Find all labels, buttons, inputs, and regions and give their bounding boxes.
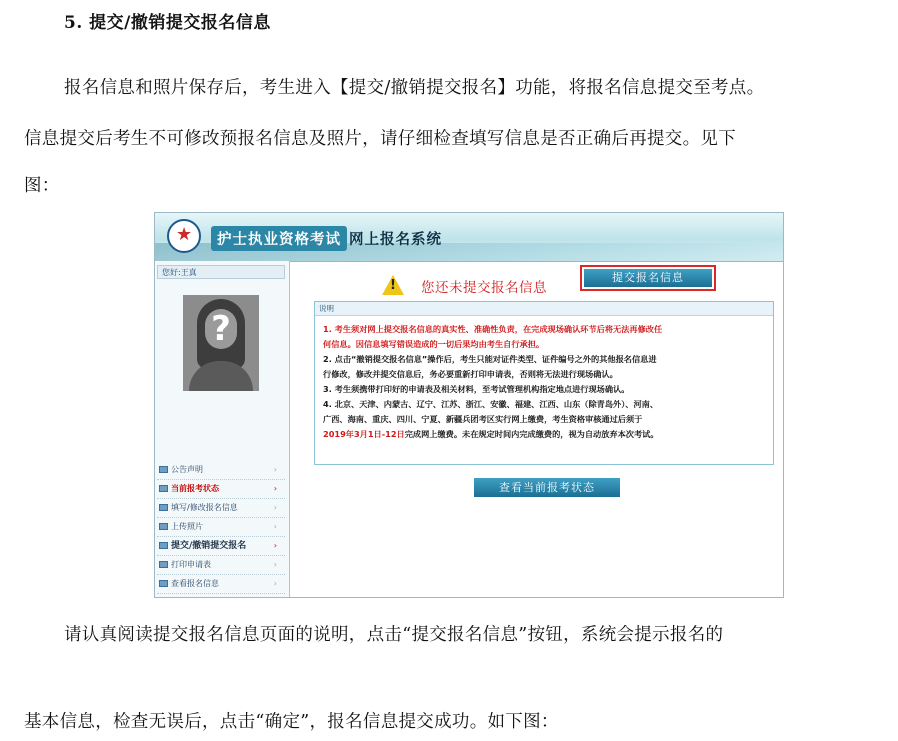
chevron-right-icon: › xyxy=(273,541,277,550)
doc-icon xyxy=(159,485,168,492)
notice-line-6: 4. 北京、天津、内蒙古、辽宁、江苏、浙江、安徽、福建、江西、山东（除青岛外）、河南、 xyxy=(323,399,659,409)
notice-line-3: 2. 点击“撤销提交报名信息”操作后，考生只能对证件类型、证件编号之外的其他报名信息进 xyxy=(323,354,657,364)
sidebar-item-change-password[interactable] xyxy=(157,594,285,598)
paragraph-3: 图： xyxy=(24,176,60,196)
sidebar-item-label: 打印申请表 xyxy=(171,560,211,569)
sidebar-item-label: 公告声明 xyxy=(171,465,203,474)
submit-info-button[interactable] xyxy=(580,265,716,291)
notice-line-1: 1. 考生须对网上提交报名信息的真实性、准确性负责，在完成现场确认环节后将无法再修改任 xyxy=(323,324,663,334)
sidebar-item-label: 上传照片 xyxy=(171,522,203,531)
sidebar-item-label: 填写/修改报名信息 xyxy=(171,503,238,512)
doc-icon xyxy=(159,580,168,587)
banner-title-main: 护士执业资格考试 xyxy=(211,226,347,251)
chevron-right-icon: › xyxy=(273,465,277,474)
system-banner xyxy=(155,213,783,262)
notice-line-8 xyxy=(323,427,765,442)
sidebar-item-view-info[interactable] xyxy=(157,575,285,594)
warning-exclamation-icon: ! xyxy=(390,278,396,293)
paragraph-1: 报名信息和照片保存后，考生进入【提交/撤销提交报名】功能，将报名信息提交至考点。 xyxy=(64,78,765,98)
sidebar-menu xyxy=(157,461,285,598)
chevron-right-icon: › xyxy=(273,522,277,531)
embedded-screenshot xyxy=(154,212,784,598)
notice-line-2: 何信息。因信息填写错误造成的一切后果均由考生自行承担。 xyxy=(323,339,545,349)
sidebar-item-edit-info[interactable] xyxy=(157,499,285,518)
notice-line-5: 3. 考生须携带打印好的申请表及相关材料，至考试管理机构指定地点进行现场确认。 xyxy=(323,384,630,394)
sidebar-item-label: 查看报名信息 xyxy=(171,579,219,588)
main-content xyxy=(290,261,783,597)
paragraph-4: 请认真阅读提交报名信息页面的说明，点击“提交报名信息”按钮，系统会提示报名的 xyxy=(64,625,724,645)
sidebar-item-submit-revoke[interactable] xyxy=(157,537,285,556)
chevron-right-icon: › xyxy=(273,503,277,512)
user-greeting: 您好:王真 xyxy=(157,265,285,279)
sidebar xyxy=(155,261,290,597)
paragraph-2: 信息提交后考生不可修改预报名信息及照片，请仔细检查填写信息是否正确后再提交。见下 xyxy=(24,129,736,149)
submit-info-button-label: 提交报名信息 xyxy=(584,269,712,287)
notice-line-7: 广西、海南、重庆、四川、宁夏、新疆兵团考区实行网上缴费，考生资格审核通过后须于 xyxy=(323,414,643,424)
sidebar-item-label: 当前报考状态 xyxy=(171,484,219,493)
emblem-icon: ★ xyxy=(167,219,201,253)
sidebar-item-print-form[interactable] xyxy=(157,556,285,575)
warning-message: 您还未提交报名信息 xyxy=(421,280,547,296)
chevron-right-icon: › xyxy=(273,560,277,569)
section-heading: 5. 提交/撤销提交报名信息 xyxy=(64,13,271,33)
notice-body xyxy=(315,316,773,448)
notice-box xyxy=(314,301,774,465)
doc-icon xyxy=(159,504,168,511)
avatar-placeholder xyxy=(183,295,259,391)
chevron-right-icon: › xyxy=(273,579,277,588)
view-status-button[interactable]: 查看当前报考状态 xyxy=(474,478,620,497)
file-icon xyxy=(159,542,168,549)
sidebar-item-label: 提交/撤销提交报名 xyxy=(171,541,247,551)
file-icon xyxy=(159,561,168,568)
home-icon xyxy=(159,466,168,473)
paragraph-5: 基本信息，检查无误后，点击“确定”，报名信息提交成功。如下图： xyxy=(24,712,559,732)
question-mark-icon: ? xyxy=(211,309,231,349)
chevron-right-icon xyxy=(274,594,277,598)
sidebar-item-current-status[interactable] xyxy=(157,480,285,499)
notice-deadline: 2019年3月1日-12日 xyxy=(323,429,405,439)
notice-title: 说明 xyxy=(315,302,773,316)
banner-title-sub: 网上报名系统 xyxy=(349,232,442,248)
notice-line-8-rest: 完成网上缴费。未在规定时间内完成缴费的，视为自动放弃本次考试。 xyxy=(404,429,659,439)
sidebar-item-upload-photo[interactable] xyxy=(157,518,285,537)
notice-line-4: 行修改，修改并提交信息后，务必要重新打印申请表，否则将无法进行现场确认。 xyxy=(323,369,618,379)
chevron-right-icon: › xyxy=(273,484,277,493)
sidebar-item-announcements[interactable] xyxy=(157,461,285,480)
doc-icon xyxy=(159,523,168,530)
